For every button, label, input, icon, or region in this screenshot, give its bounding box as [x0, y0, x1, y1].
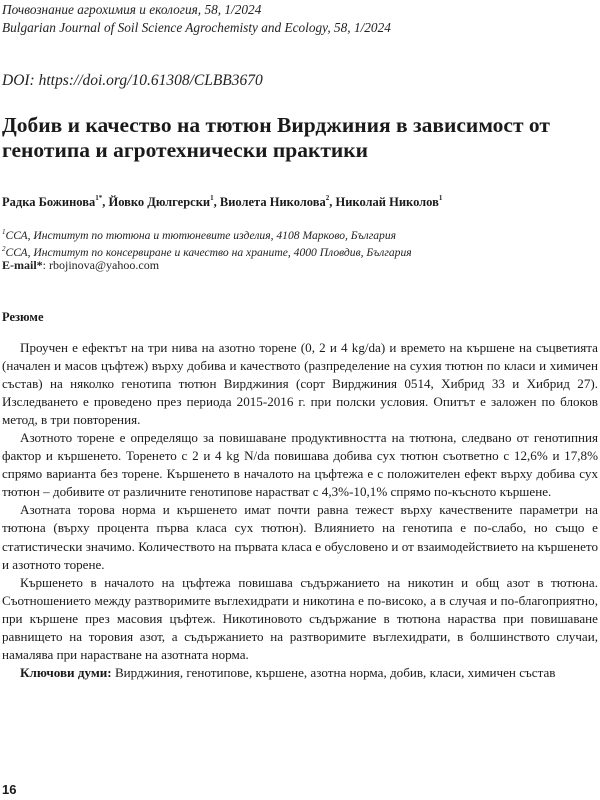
affiliation-1	[2, 225, 396, 243]
author-list: Радка Божинова$^{1*}$, Йовко Дюлгерски$^1$, Виолета Николова$^2$, Николай Николов$^1$	[2, 194, 443, 209]
article-title: Добив и качество на тютюн Вирджиния в зависимост от генотипа и агротехнически практики	[2, 113, 550, 162]
affiliation-text: ССА, Институт по консервиране и качество на храните, 4000 Пловдив, България	[5, 245, 412, 259]
page-number: 16	[2, 782, 17, 797]
abstract-paragraph: Азотната торова норма и кършенето имат почти равна тежест върху качествените параметри на тютюна (върху процента първа класа сух тютюн). Влиянието на генотипа е по-слабо, но също е статистически значимо. Количеството на първата класа е обусловено и от взаимодействието на кършенето и азотното торене.	[2, 502, 598, 572]
keywords	[2, 664, 598, 682]
affiliation-marker: 1	[2, 228, 6, 236]
contact-email	[2, 258, 159, 273]
abstract-paragraph: Кършенето в началото на цъфтежа повишава съдържанието на никотин и общ азот в тютюна. Съотношението между разтворимите въглехидрати и никотина е по-високо, а в случая и по-благоприятно, при кършене през масовия цъфтеж. Никотиновото съдържание в тютюна нараства при повишаване равнището на торовия азот, а съдържанието на разтворимите въглехидрати, в болшинството случаи, намалява при нарастване на азотната норма.	[2, 574, 598, 662]
author-name: Николай Николов	[335, 195, 439, 209]
author-name: Йовко Дюлгерски	[108, 195, 211, 209]
abstract-paragraph: Проучен е ефектът на три нива на азотно торене (0, 2 и 4 kg/da) и времето на кършене на съцветията (начален и масов цъфтеж) върху добива и качеството (разпределение на сухия тютюн по класи и химичен състав) на няколко генотипа тютюн Вирджиния (сорт Вирджиния 0514, Хибрид 33 и Хибрид 27). Изследването е проведено през периода 2015-2016 г. при полски условия. Опитът е заложен по блоков метод, в три повторения.	[2, 340, 598, 428]
abstract-body	[2, 339, 598, 682]
affiliation-marker: 2	[2, 245, 6, 253]
author-affiliation-marker: 1*	[95, 194, 103, 202]
author-name: Виолета Николова	[219, 195, 326, 209]
keywords-label: Ключови думи:	[20, 664, 112, 680]
journal-name-bg: Почвознание агрохимия и екология, 58, 1/2024	[2, 2, 262, 17]
abstract-heading: Резюме	[2, 310, 44, 324]
affiliation-text: ССА, Институт по тютюна и тютюневите изделия, 4108 Марково, България	[5, 228, 397, 242]
author-affiliation-marker: 1	[438, 194, 443, 202]
author-name: Радка Божинова	[2, 195, 96, 209]
email-address[interactable]: : rbojinova@yahoo.com	[42, 258, 160, 272]
author-affiliation-marker: 2	[325, 194, 330, 202]
journal-name-en: Bulgarian Journal of Soil Science Agrochemisty and Ecology, 58, 1/2024	[2, 20, 391, 35]
author-affiliation-marker: 1	[210, 194, 214, 202]
email-label: E-mail*	[2, 258, 43, 272]
keywords-text: Вирджиния, генотипове, кършене, азотна норма, добив, класи, химичен състав	[111, 664, 556, 680]
abstract-paragraph: Азотното торене е определящо за повишаване продуктивността на тютюна, следвано от генотипния фактор и кършенето. Торенето с 2 и 4 kg N/da повишава добива сух тютюн съответно с 12,6% и 17,8% спрямо варианта без торене. Кършенето в началото на цъфтежа е с положителен ефект върху добива сух тютюн – добивите от различните генотипове нарастват с 4,3%-10,1% спрямо по-късното кършене.	[2, 430, 598, 500]
doi-link[interactable]: DOI: https://doi.org/10.61308/CLBB3670	[2, 72, 263, 89]
